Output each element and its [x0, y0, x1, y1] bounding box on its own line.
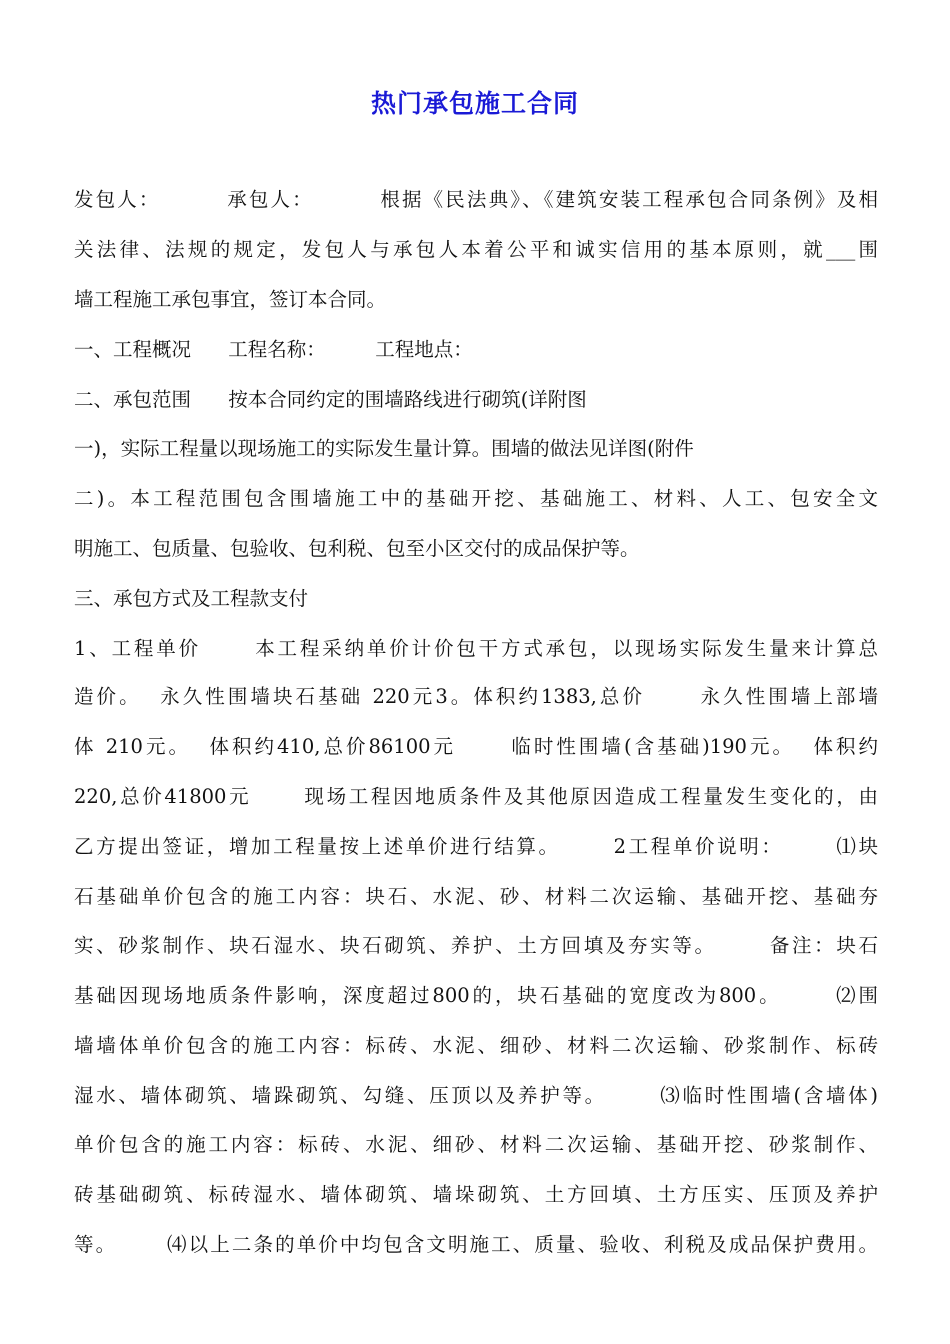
paragraph-line: 等。 ⑷以上二条的单价中均包含文明施工、质量、验收、利税及成品保护费用。	[74, 1233, 878, 1256]
document-title: 热门承包施工合同	[370, 89, 579, 118]
paragraph-line: 体 210元。 体积约410,总价86100元 临时性围墙(含基础)190元。 体积约	[74, 735, 878, 758]
paragraph-line: 实、砂浆制作、块石湿水、块石砌筑、养护、土方回填及夯实等。 备注：块石	[74, 934, 878, 957]
paragraph-line: 关法律、法规的规定，发包人与承包人本着公平和诚实信用的基本原则，就___围	[74, 238, 878, 261]
paragraph-line: 一)，实际工程量以现场施工的实际发生量计算。围墙的做法见详图(附件	[74, 437, 694, 460]
section-heading: 三、承包方式及工程款支付	[74, 587, 309, 610]
paragraph-line: 造价。 永久性围墙块石基础 220元3。体积约1383,总价 永久性围墙上部墙	[74, 685, 878, 708]
section-heading: 二、承包范围 按本合同约定的围墙路线进行砌筑(详附图	[74, 388, 587, 411]
paragraph-line: 湿水、墙体砌筑、墙跺砌筑、勾缝、压顶以及养护等。 ⑶临时性围墙(含墙体)	[74, 1084, 878, 1107]
paragraph-line: 墙工程施工承包事宜，签订本合同。	[74, 288, 387, 311]
paragraph-line: 发包人： 承包人： 根据《民法典》、《建筑安装工程承包合同条例》及相	[74, 188, 878, 211]
paragraph-line: 石基础单价包含的施工内容：块石、水泥、砂、材料二次运输、基础开挖、基础夯	[74, 885, 878, 908]
section-heading: 一、工程概况 工程名称： 工程地点：	[74, 338, 473, 361]
paragraph-line: 乙方提出签证，增加工程量按上述单价进行结算。 2工程单价说明： ⑴块	[74, 835, 878, 858]
paragraph-line: 砖基础砌筑、标砖湿水、墙体砌筑、墙垛砌筑、土方回填、土方压实、压顶及养护	[74, 1183, 878, 1206]
paragraph-line: 明施工、包质量、包验收、包利税、包至小区交付的成品保护等。	[74, 537, 640, 560]
paragraph-line: 单价包含的施工内容：标砖、水泥、细砂、材料二次运输、基础开挖、砂浆制作、	[74, 1133, 878, 1156]
paragraph-line: 墙墙体单价包含的施工内容：标砖、水泥、细砂、材料二次运输、砂浆制作、标砖	[74, 1034, 878, 1057]
paragraph-line: 二)。本工程范围包含围墙施工中的基础开挖、基础施工、材料、人工、包安全文	[74, 487, 878, 510]
paragraph-line: 基础因现场地质条件影响，深度超过800的，块石基础的宽度改为800。 ⑵围	[74, 984, 878, 1007]
paragraph-line: 220,总价41800元 现场工程因地质条件及其他原因造成工程量发生变化的，由	[74, 785, 878, 808]
paragraph-line: 1、工程单价 本工程采纳单价计价包干方式承包，以现场实际发生量来计算总	[74, 637, 878, 660]
